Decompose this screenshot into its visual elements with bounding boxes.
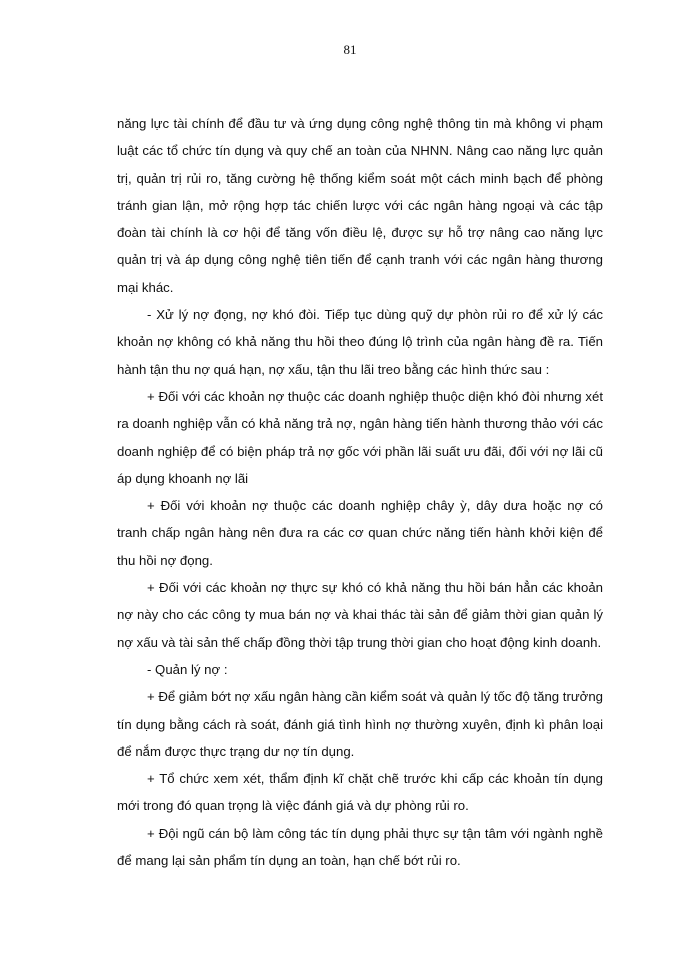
paragraph-debt-sale: + Đối với các khoản nợ thực sự khó có khả năng thu hồi bán hẳn các khoản nợ này cho các công ty mua bán nợ và khai thác tài sản để giảm thời gian quản lý nợ xấu và tài sản thế chấp đồng thời tập trung thời gian cho hoạt động kinh doanh.	[117, 580, 603, 650]
paragraph-credit-appraisal: + Tổ chức xem xét, thẩm định kĩ chặt chẽ trước khi cấp các khoản tín dụng mới trong đó quan trọng là việc đánh giá và dự phòng rủi ro.	[117, 771, 603, 814]
page-number: 81	[343, 42, 357, 57]
paragraph-hard-to-collect-debt: + Đối với các khoản nợ thuộc các doanh nghiệp thuộc diện khó đòi nhưng xét ra doanh nghiệp vẫn có khả năng trả nợ, ngân hàng tiến hành thương thảo với các doanh nghiệp để có biện pháp trả nợ gốc với phần lãi suất ưu đãi, đối với nợ lãi cũ áp dụng khoanh nợ lãi	[117, 388, 603, 486]
paragraph-debt-management-heading: - Quản lý nợ :	[147, 661, 228, 677]
document-body	[117, 110, 603, 874]
paragraph-credit-growth-control: + Để giảm bớt nợ xấu ngân hàng cần kiểm soát và quản lý tốc độ tăng trưởng tín dụng bằng cách rà soát, đánh giá tình hình nợ thường xuyên, định kì phân loại để nắm được thực trạng dư nợ tín dụng.	[117, 689, 603, 759]
paragraph-bad-debt-handling: - Xử lý nợ đọng, nợ khó đòi. Tiếp tục dùng quỹ dự phòn rủi ro để xử lý các khoản nợ không có khả năng thu hồi theo đúng lộ trình của ngân hàng đề ra. Tiến hành tận thu nợ quá hạn, nợ xấu, tận thu lãi treo bằng các hình thức sau :	[117, 307, 603, 377]
paragraph-delinquent-debt: + Đối với khoản nợ thuộc các doanh nghiệp chây ỳ, dây dưa hoặc nợ có tranh chấp ngân hàng nên đưa ra các cơ quan chức năng tiến hành khởi kiện để thu hồi nợ đọng.	[117, 498, 603, 568]
paragraph-capacity: năng lực tài chính để đầu tư và ứng dụng công nghệ thông tin mà không vi phạm luật các tổ chức tín dụng và quy chế an toàn của NHNN. Nâng cao năng lực quản trị, quản trị rủi ro, tăng cường hệ thống kiểm soát một cách minh bạch để phòng tránh gian lận, mở rộng hợp tác chiến lược với các ngân hàng ngoại và các tập đoàn tài chính là cơ hội để tăng vốn điều lệ, được sự hỗ trợ nâng cao năng lực quản trị và áp dụng công nghệ tiên tiến để cạnh tranh với các ngân hàng thương mại khác.	[117, 116, 603, 295]
paragraph-credit-staff: + Đội ngũ cán bộ làm công tác tín dụng phải thực sự tận tâm với ngành nghề để mang lại sản phẩm tín dụng an toàn, hạn chế bớt rủi ro.	[117, 825, 603, 869]
